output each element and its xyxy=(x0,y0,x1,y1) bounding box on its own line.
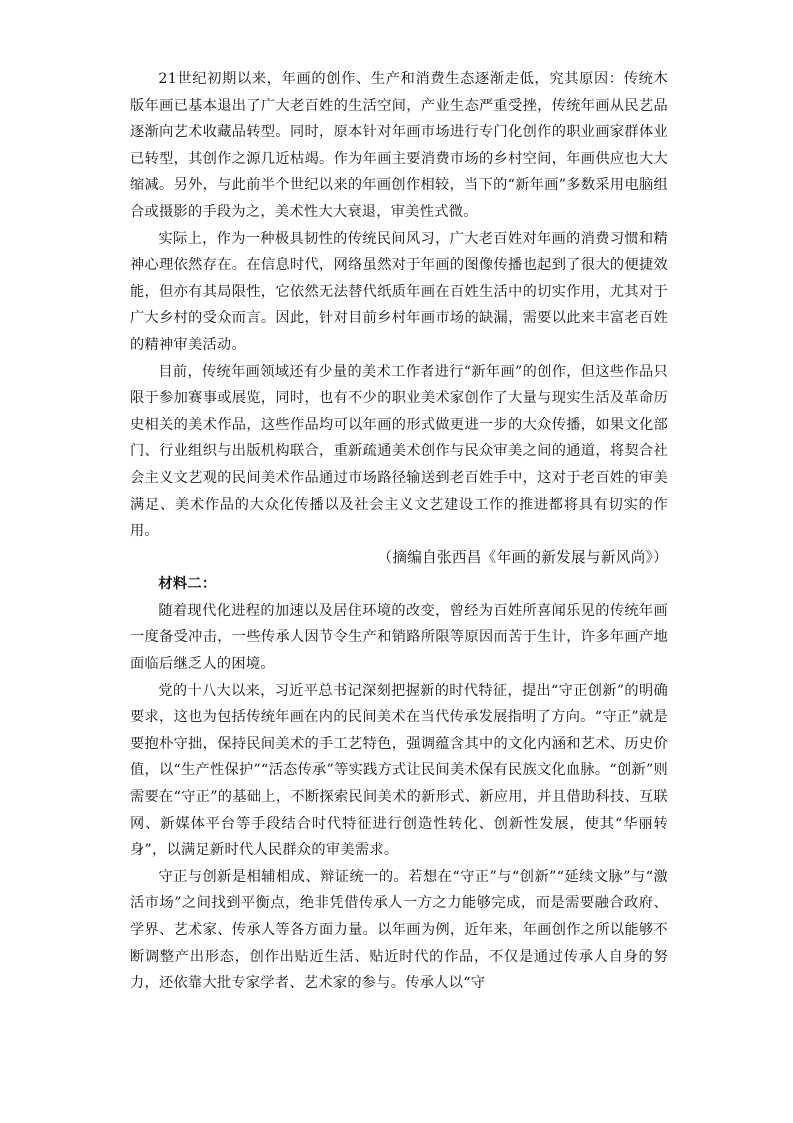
source-citation: （摘编自张西昌《年画的新发展与新风尚》） xyxy=(377,548,668,566)
paragraph-4: 随着现代化进程的加速以及居住环境的改变，曾经为百姓所喜闻乐见的传统年画一度备受冲击，一些传承人因节令生产和销路所限等原因而苦于生计，许多年画产地面临后继乏人的困境。 xyxy=(130,602,668,673)
paragraph-5: 党的十八大以来，习近平总书记深刻把握新的时代特征，提出“守正创新”的明确要求，这也为包括传统年画在内的民间美术在当代传承发展指明了方向。“守正”就是要抱朴守拙，保持民间美术的手工艺特色，强调蕴含其中的文化内涵和艺术、历史价值，以“生产性保护”“活态传承”等实践方式让民间美术保有民族文化血脉。“创新”则需要在“守正”的基础上，不断探索民间美术的新形式、新应用，并且借助科技、互联网、新媒体平台等手段结合时代特征进行创造性转化、创新性发展，使其“华丽转身”，以满足新时代人民群众的审美需求。 xyxy=(130,682,668,859)
paragraph-3: 目前，传统年画领域还有少量的美术工作者进行“新年画”的创作，但这些作品只限于参加赛事或展览，同时，也有不少的职业美术家创作了大量与现实生活及革命历史相关的美术作品，这些作品均可以年画的形式做更进一步的大众传播，如果文化部门、行业组织与出版机构联合，重新疏通美术创作与民众审美之间的通道，将契合社会主义文艺观的民间美术作品通过市场路径输送到老百姓手中，这对于老百姓的审美满足、美术作品的大众化传播以及社会主义文艺建设工作的推进都将具有切实的作用。 xyxy=(130,363,668,540)
paragraph-6: 守正与创新是相辅相成、辩证统一的。若想在“守正”与“创新”“延续文脉”与“激活市场”之间找到平衡点，绝非凭借传承人一方之力能够完成，而是需要融合政府、学界、艺术家、传承人等各方面力量。以年画为例，近年来，年画创作之所以能够不断调整产出形态，创作出贴近生活、贴近时代的作品，不仅是通过传承人自身的努力，还依靠大批专家学者、艺术家的参与。传承人以“守 xyxy=(130,868,668,992)
material-2-heading: 材料二： xyxy=(158,576,217,593)
article-body xyxy=(130,66,668,997)
paragraph-2: 实际上，作为一种极具韧性的传统民间风习，广大老百姓对年画的消费习惯和精神心理依然存在。在信息时代，网络虽然对于年画的图像传播也起到了很大的便捷效能，但亦有其局限性，它依然无法替代纸质年画在百姓生活中的切实作用，尤其对于广大乡村的受众而言。因此，针对目前乡村年画市场的缺漏，需要以此来丰富老百姓的精神审美活动。 xyxy=(130,230,668,353)
paragraph-1: 21世纪初期以来，年画的创作、生产和消费生态逐渐走低，究其原因：传统木版年画已基本退出了广大老百姓的生活空间，产业生态严重受挫，传统年画从民艺品逐渐向艺术收藏品转型。同时，原本针对年画市场进行专门化创作的职业画家群体业已转型，其创作之源几近枯竭。作为年画主要消费市场的乡村空间，年画供应也大大缩减。另外，与此前半个世纪以来的年画创作相较，当下的“新年画”多数采用电脑组合或摄影的手段为之，美术性大大衰退，审美性式微。 xyxy=(130,71,668,220)
